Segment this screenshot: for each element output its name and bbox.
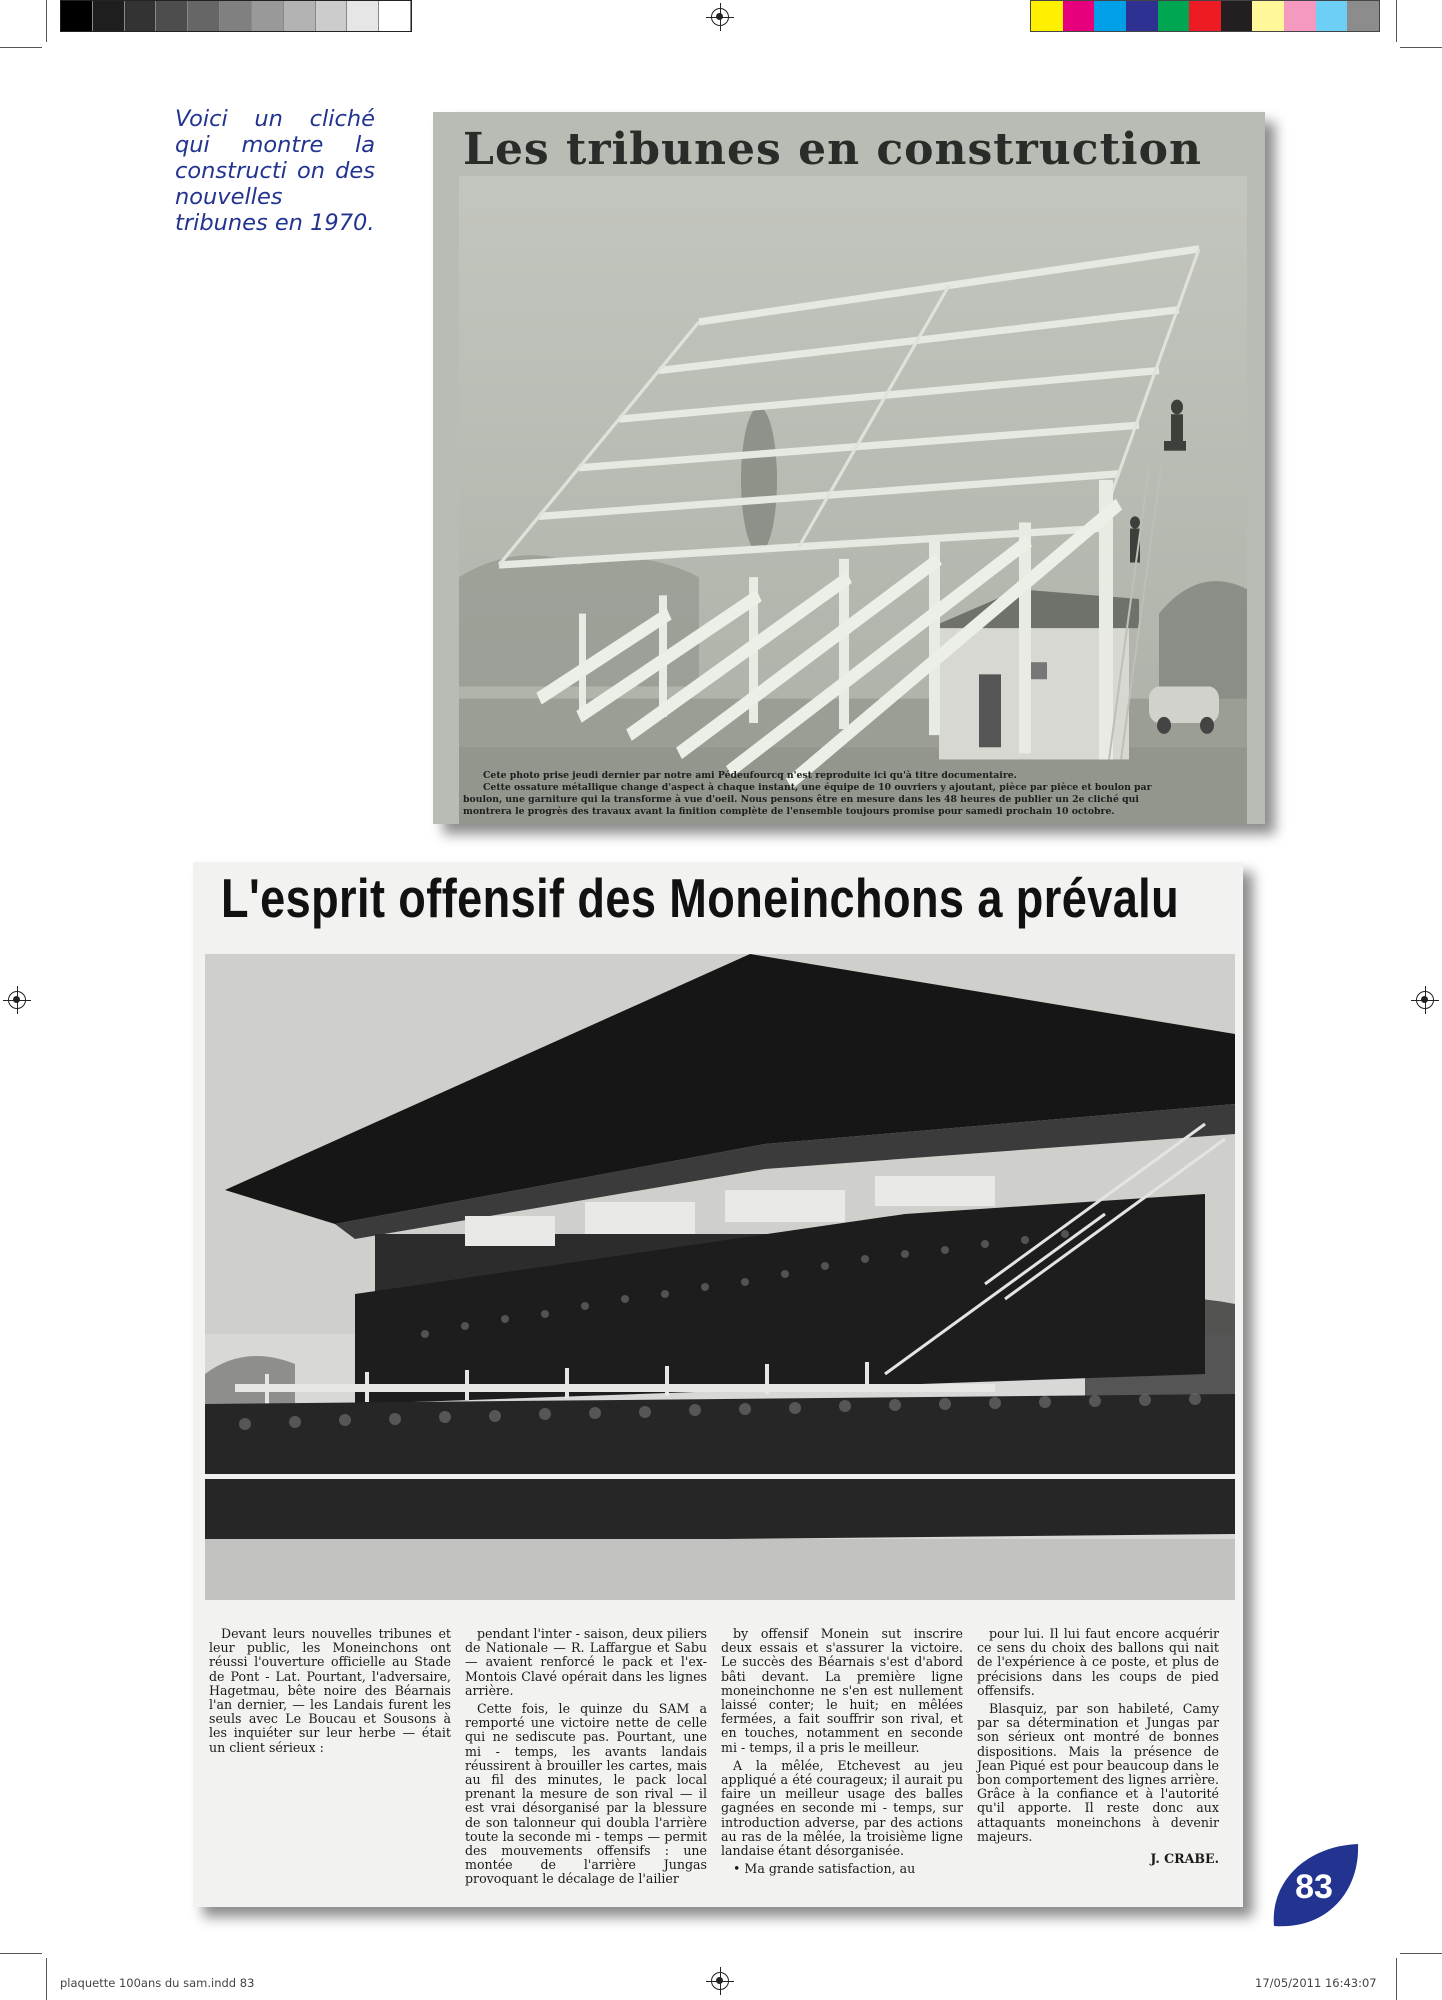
clipping-headline: L'esprit offensif des Moneinchons a prévalu xyxy=(221,867,1180,929)
registration-mark-top xyxy=(711,8,729,26)
color-swatch xyxy=(1221,1,1253,31)
crop-mark xyxy=(1396,1958,1397,2000)
footer-file-name: plaquette 100ans du sam.indd 83 xyxy=(60,1976,255,1990)
registration-mark-right xyxy=(1416,991,1434,1009)
caption-line: montrera le progrès des travaux avant la finition complète de l'ensemble toujours promise pour samedi prochain 10 octobre. xyxy=(463,806,1115,817)
crop-mark xyxy=(1400,1953,1442,1954)
grey-swatch xyxy=(379,1,411,31)
registration-mark-bottom xyxy=(711,1972,729,1990)
grey-swatch xyxy=(316,1,348,31)
grey-swatch xyxy=(93,1,125,31)
caption-line: Cette ossature métallique change d'aspect à chaque instant, une équipe de 10 ouvriers y ajoutant, pièce par pièce et boulon par xyxy=(483,782,1152,793)
article-paragraph: A la mêlée, Etchevest au jeu appliqué a été courageux; il aurait pu faire un meilleur usage des balles gagnées en seconde mi - temps, sur introduction adverse, par des actions au ras de la mêlée, la troisième ligne landaise étant désorganisée. xyxy=(721,1757,963,1859)
color-swatch xyxy=(1189,1,1221,31)
grey-swatch xyxy=(156,1,188,31)
color-swatch xyxy=(1031,1,1063,31)
article-paragraph: pour lui. Il lui faut encore acquérir ce sens du choix des ballons qui nait de l'expérience à ce poste, et plus de précisions dans les coups de pied offensifs. xyxy=(977,1626,1219,1698)
color-swatch xyxy=(1094,1,1126,31)
construction-photo xyxy=(459,176,1247,824)
article-body xyxy=(209,1627,1229,1891)
grey-swatch xyxy=(284,1,316,31)
crop-mark xyxy=(46,0,47,42)
registration-mark-left xyxy=(8,991,26,1009)
crop-mark xyxy=(1400,47,1442,48)
grey-swatch xyxy=(347,1,379,31)
article-signature: J. CRABE. xyxy=(1150,1851,1219,1867)
page-number: 83 xyxy=(1295,1868,1333,1906)
article-column-1 xyxy=(209,1627,451,1891)
crop-mark xyxy=(46,1958,47,2000)
color-swatch xyxy=(1347,1,1379,31)
grey-swatch xyxy=(220,1,252,31)
crop-mark xyxy=(0,1953,42,1954)
newspaper-clipping-match-report xyxy=(193,862,1243,1907)
photo-caption-intro: Voici un cliché qui montre la constructi on des nouvelles tribunes en 1970. xyxy=(175,106,375,236)
color-swatch xyxy=(1158,1,1190,31)
color-calibration-bar xyxy=(1030,0,1380,32)
article-paragraph: Blasquiz, par son habileté, Camy par sa détermination et Jungas par son sérieux ont montré de bonnes dispositions. Mais la présence de Jean Piqué est pour beaucoup dans le bon comportement des lignes arrière. Grâce à la confiance et à l'autorité qu'il apporte. Il reste donc aux attaquants moneinchons à devenir majeurs. xyxy=(977,1701,1219,1844)
article-paragraph: pendant l'inter - saison, deux piliers de Nationale — R. Laffargue et Sabu — avaient renforcé le pack et l'ex-Montois Clavé opérait dans les lignes arrière. xyxy=(465,1626,707,1698)
grey-swatch xyxy=(188,1,220,31)
color-swatch xyxy=(1284,1,1316,31)
newspaper-clipping-construction xyxy=(433,112,1265,824)
grey-swatch xyxy=(252,1,284,31)
color-swatch xyxy=(1316,1,1348,31)
article-paragraph: Cette fois, le quinze du SAM a remporté une victoire nette de celle qui ne sediscute pas. Pourtant, une mi - temps, les avants landais réussirent à brouiller les cartes, mais au fil des minutes, le pack local prenant la mesure de son rival — il est vrai désorganisé par la blessure de son talonneur qui doubla l'arrière toute la seconde mi - temps — permit des mouvements offensifs : une montée de l'arrière Jungas provoquant le décalage de l'ailier xyxy=(465,1701,707,1887)
caption-line: boulon, une garniture qui la transforme à vue d'oeil. Nous pensons être en mesure dans les 48 heures de publier un 2e cliché qui xyxy=(463,794,1139,805)
crop-mark xyxy=(1396,0,1397,42)
grey-swatch xyxy=(125,1,157,31)
clipping-headline: Les tribunes en construction xyxy=(463,124,1202,175)
clipping-photo-caption xyxy=(463,770,1243,818)
color-swatch xyxy=(1126,1,1158,31)
article-paragraph: • Ma grande satisfaction, au xyxy=(733,1861,916,1877)
grey-calibration-bar xyxy=(60,0,412,32)
color-swatch xyxy=(1252,1,1284,31)
article-column-4 xyxy=(977,1627,1219,1891)
article-paragraph: Devant leurs nouvelles tribunes et leur public, les Moneinchons ont réussi l'ouverture officielle au Stade de Pont - Lat. Pourtant, l'adversaire, Hagetmau, bête noire des Béarnais l'an dernier, — les Landais furent les seuls avec Le Boucau et Sousons à les inquiéter sur leur herbe — était un client sérieux : xyxy=(209,1626,451,1755)
article-column-2 xyxy=(465,1627,707,1891)
crop-mark xyxy=(0,47,42,48)
grey-swatch xyxy=(61,1,93,31)
article-column-3 xyxy=(721,1627,963,1891)
color-swatch xyxy=(1063,1,1095,31)
article-paragraph: by offensif Monein sut inscrire deux essais et s'assurer la victoire. Le succès des Béarnais s'est d'abord bâti devant. La première ligne moneinchonne ne s'en est nullement laissé conter; le huit; en mêlées fermées, a fait souffrir son rival, et en touches, notamment en seconde mi - temps, il a pris le meilleur. xyxy=(721,1626,963,1755)
footer-timestamp: 17/05/2011 16:43:07 xyxy=(1255,1976,1377,1990)
caption-line: Cete photo prise jeudi dernier par notre ami Pédeufourcq n'est reproduite ici qu'à titre documentaire. xyxy=(483,770,1017,781)
grandstand-photo xyxy=(205,954,1235,1600)
